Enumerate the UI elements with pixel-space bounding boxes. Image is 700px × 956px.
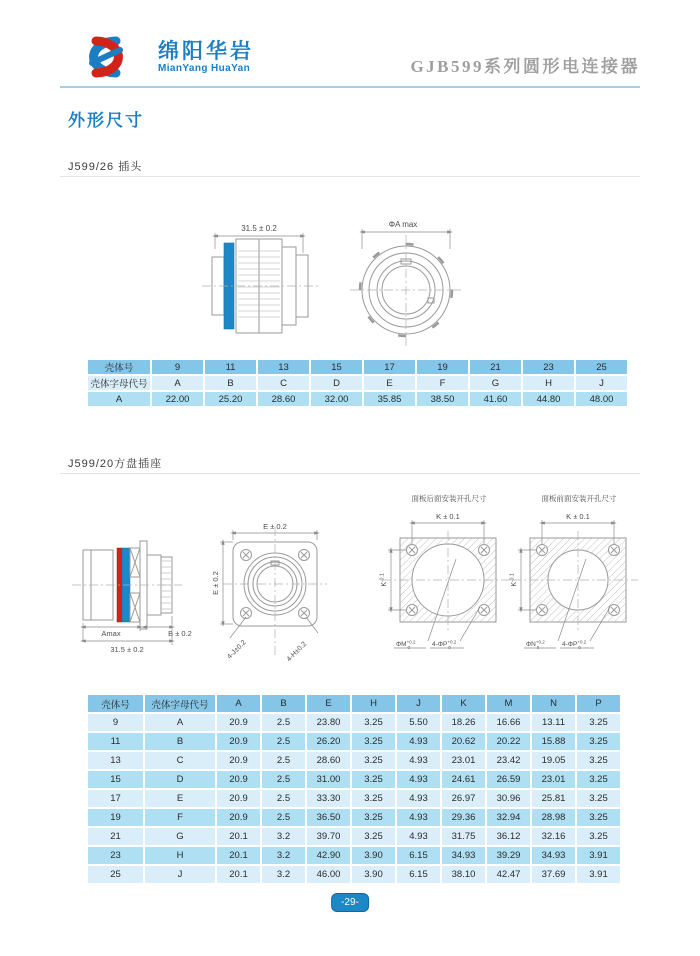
table-header-cell: 15 xyxy=(88,771,143,788)
table-cell: 3.25 xyxy=(577,828,620,845)
table-cell: 3.25 xyxy=(352,714,395,731)
table-cell: 13.11 xyxy=(532,714,575,731)
flange-e-top-dim-label: E ± 0.2 xyxy=(263,522,287,531)
table-cell: 23.01 xyxy=(442,752,485,769)
table-cell: 3.90 xyxy=(352,866,395,883)
table-cell: 4.93 xyxy=(397,790,440,807)
plug-front-view xyxy=(350,220,462,347)
table-cell: 6.15 xyxy=(397,866,440,883)
table-cell: 6.15 xyxy=(397,847,440,864)
header-divider xyxy=(60,86,640,88)
table-row xyxy=(88,771,620,788)
plug-subsection-divider xyxy=(60,176,640,177)
plug-diameter-dim-label: ΦA max xyxy=(388,220,418,229)
table-cell: 20.9 xyxy=(217,790,260,807)
table-cell: H xyxy=(523,376,574,390)
front-panel-cutout-view xyxy=(510,493,639,650)
table-header-cell: 壳体号 xyxy=(88,695,143,712)
table-cell: D xyxy=(311,376,362,390)
table-header-cell: M xyxy=(487,695,530,712)
table-cell: 19.05 xyxy=(532,752,575,769)
table-cell: 4.93 xyxy=(397,752,440,769)
table-cell: 20.62 xyxy=(442,733,485,750)
table-cell: 3.2 xyxy=(262,828,305,845)
table-cell: 3.91 xyxy=(577,847,620,864)
front-k-side-dim-label: $K^{-0.1}$ xyxy=(509,573,518,587)
table-cell: 4.93 xyxy=(397,733,440,750)
table-cell: 4.93 xyxy=(397,771,440,788)
table-row xyxy=(88,392,627,406)
table-cell: 2.5 xyxy=(262,733,305,750)
table-cell: G xyxy=(145,828,215,845)
plug-subsection-label: J599/26 插头 xyxy=(68,161,143,173)
front-p-dim-label: $4-\Phi P^{+0.2}$ 0 xyxy=(562,639,587,650)
table-cell: 41.60 xyxy=(470,392,521,406)
table-cell: 2.5 xyxy=(262,790,305,807)
logo-name-en: MianYang HuaYan xyxy=(158,63,251,75)
table-row xyxy=(88,376,627,390)
table-cell: 3.25 xyxy=(352,771,395,788)
table-cell: H xyxy=(145,847,215,864)
table-cell: J xyxy=(145,866,215,883)
table-cell: 30.96 xyxy=(487,790,530,807)
table-header-cell: 21 xyxy=(88,828,143,845)
table-cell: 44.80 xyxy=(523,392,574,406)
table-cell: 34.93 xyxy=(442,847,485,864)
table-cell: 48.00 xyxy=(576,392,627,406)
receptacle-side-view xyxy=(72,541,192,654)
table-cell: 23.01 xyxy=(532,771,575,788)
table-cell: 32.94 xyxy=(487,809,530,826)
table-cell: B xyxy=(145,733,215,750)
table-header-cell: 21 xyxy=(470,360,521,374)
table-cell: 3.25 xyxy=(352,752,395,769)
table-cell: 4.93 xyxy=(397,828,440,845)
rear-panel-cutout-view xyxy=(380,493,513,650)
table-header-cell: J xyxy=(397,695,440,712)
table-cell: 35.85 xyxy=(364,392,415,406)
rear-k-side-dim-label: $K^{-0.1}$ xyxy=(379,573,388,587)
table-cell: 3.25 xyxy=(352,733,395,750)
table-header-cell: 15 xyxy=(311,360,362,374)
table-cell: 20.1 xyxy=(217,828,260,845)
table-cell: 25.81 xyxy=(532,790,575,807)
table-header-cell: 壳体字母代号 xyxy=(145,695,215,712)
table-cell: 26.20 xyxy=(307,733,350,750)
table-row xyxy=(88,752,620,769)
table-header-cell: 壳体号 xyxy=(88,360,150,374)
plug-dimensions-table xyxy=(86,358,629,408)
table-cell: A xyxy=(152,376,203,390)
table-cell: 3.25 xyxy=(577,809,620,826)
table-cell: 38.50 xyxy=(417,392,468,406)
plug-side-view xyxy=(202,224,320,333)
table-cell: 23.42 xyxy=(487,752,530,769)
table-header-cell: 23 xyxy=(523,360,574,374)
table-cell: 4.93 xyxy=(397,809,440,826)
table-cell: 20.9 xyxy=(217,771,260,788)
table-cell: J xyxy=(576,376,627,390)
table-row xyxy=(88,847,620,864)
receptacle-outline-drawing xyxy=(60,483,640,678)
table-header-cell: 13 xyxy=(258,360,309,374)
table-cell: 42.90 xyxy=(307,847,350,864)
flange-e-side-dim-label: E ± 0.2 xyxy=(211,571,220,595)
table-row xyxy=(88,809,620,826)
company-logo xyxy=(62,34,254,80)
table-header-cell: 11 xyxy=(88,733,143,750)
plug-length-dim-label: 31.5 ± 0.2 xyxy=(241,224,277,233)
table-row xyxy=(88,790,620,807)
receptacle-amax-dim-label: Amax xyxy=(101,629,121,638)
table-header-cell: 25 xyxy=(88,866,143,883)
plug-outline-drawing xyxy=(180,205,540,355)
table-header-cell: 19 xyxy=(417,360,468,374)
flange-holes-h-dim-label: 4-H±0.2 xyxy=(285,640,309,664)
table-header-cell: 23 xyxy=(88,847,143,864)
receptacle-subsection-label: J599/20方盘插座 xyxy=(68,458,163,470)
table-cell: 3.25 xyxy=(577,752,620,769)
table-row xyxy=(88,695,620,712)
table-cell: 3.25 xyxy=(577,771,620,788)
table-cell: 3.25 xyxy=(577,790,620,807)
table-cell: 34.93 xyxy=(532,847,575,864)
table-cell: 36.50 xyxy=(307,809,350,826)
table-cell: 3.25 xyxy=(352,790,395,807)
table-row xyxy=(88,714,620,731)
table-header-cell: K xyxy=(442,695,485,712)
table-cell: 28.98 xyxy=(532,809,575,826)
receptacle-dimensions-table xyxy=(86,693,622,885)
table-cell: 5.50 xyxy=(397,714,440,731)
table-row xyxy=(88,866,620,883)
table-cell: 2.5 xyxy=(262,809,305,826)
table-cell: 26.97 xyxy=(442,790,485,807)
table-cell: E xyxy=(364,376,415,390)
table-cell: F xyxy=(145,809,215,826)
table-cell: 20.1 xyxy=(217,847,260,864)
table-cell: 46.00 xyxy=(307,866,350,883)
table-cell: C xyxy=(258,376,309,390)
table-cell: 38.10 xyxy=(442,866,485,883)
table-cell: 37.69 xyxy=(532,866,575,883)
table-cell: 20.9 xyxy=(217,809,260,826)
table-cell: 23.80 xyxy=(307,714,350,731)
table-header-cell: A xyxy=(217,695,260,712)
rear-m-dim-label: $\Phi M^{+0.2}$ 0 xyxy=(396,639,416,650)
receptacle-flange-view xyxy=(211,522,327,663)
table-cell: 31.75 xyxy=(442,828,485,845)
table-row xyxy=(88,360,627,374)
table-cell: 42.47 xyxy=(487,866,530,883)
table-cell: 32.16 xyxy=(532,828,575,845)
table-header-cell: 19 xyxy=(88,809,143,826)
table-header-cell: P xyxy=(577,695,620,712)
table-cell: 20.22 xyxy=(487,733,530,750)
table-header-cell: 9 xyxy=(88,714,143,731)
table-header-cell: E xyxy=(307,695,350,712)
table-cell: 16.66 xyxy=(487,714,530,731)
table-cell: 2.5 xyxy=(262,771,305,788)
table-cell: 20.9 xyxy=(217,714,260,731)
table-cell: 18.26 xyxy=(442,714,485,731)
table-cell: D xyxy=(145,771,215,788)
table-header-cell: 11 xyxy=(205,360,256,374)
table-header-cell: 17 xyxy=(364,360,415,374)
table-cell: 20.9 xyxy=(217,752,260,769)
table-cell: 15.88 xyxy=(532,733,575,750)
table-cell: B xyxy=(205,376,256,390)
table-row xyxy=(88,828,620,845)
table-cell: 39.29 xyxy=(487,847,530,864)
table-cell: F xyxy=(417,376,468,390)
table-header-cell: 17 xyxy=(88,790,143,807)
front-panel-cutout-title: 面板前面安装开孔尺寸 xyxy=(541,494,617,503)
receptacle-b-dim-label: B ± 0.2 xyxy=(168,629,192,638)
table-cell: E xyxy=(145,790,215,807)
table-header-cell: A xyxy=(88,392,150,406)
front-n-dim-label: $\Phi N^{+0.2}$ 0 xyxy=(526,639,545,650)
table-cell: 3.25 xyxy=(577,714,620,731)
front-k-top-dim-label: K ± 0.1 xyxy=(566,512,590,521)
table-cell: A xyxy=(145,714,215,731)
rear-p-dim-label: $4-\Phi P^{+0.2}$ 0 xyxy=(432,639,457,650)
table-cell: 22.00 xyxy=(152,392,203,406)
table-cell: 20.9 xyxy=(217,733,260,750)
huayan-logo-icon xyxy=(62,34,150,80)
table-header-cell: 13 xyxy=(88,752,143,769)
table-cell: 29.36 xyxy=(442,809,485,826)
table-cell: 3.2 xyxy=(262,866,305,883)
table-cell: 33.30 xyxy=(307,790,350,807)
table-cell: 36.12 xyxy=(487,828,530,845)
table-cell: 3.90 xyxy=(352,847,395,864)
table-cell: 2.5 xyxy=(262,752,305,769)
page-number-badge: -29- xyxy=(331,893,369,912)
table-cell: 28.60 xyxy=(307,752,350,769)
receptacle-length-dim-label: 31.5 ± 0.2 xyxy=(110,645,144,654)
table-cell: 32.00 xyxy=(311,392,362,406)
table-cell: 28.60 xyxy=(258,392,309,406)
document-title: GJB599系列圆形电连接器 xyxy=(410,57,640,76)
logo-name-cn: 绵阳华岩 xyxy=(158,39,254,63)
table-cell: 3.25 xyxy=(352,809,395,826)
table-cell: G xyxy=(470,376,521,390)
logo-text xyxy=(158,40,254,74)
table-cell: C xyxy=(145,752,215,769)
table-header-cell: N xyxy=(532,695,575,712)
table-cell: 20.1 xyxy=(217,866,260,883)
table-header-cell: 25 xyxy=(576,360,627,374)
table-cell: 3.2 xyxy=(262,847,305,864)
table-header-cell: 9 xyxy=(152,360,203,374)
rear-panel-cutout-title: 面板后面安装开孔尺寸 xyxy=(411,494,487,503)
table-cell: 3.25 xyxy=(352,828,395,845)
rear-k-top-dim-label: K ± 0.1 xyxy=(436,512,460,521)
table-cell: 31.00 xyxy=(307,771,350,788)
table-header-cell: H xyxy=(352,695,395,712)
receptacle-subsection-divider xyxy=(60,473,640,474)
table-header-cell: 壳体字母代号 xyxy=(88,376,150,390)
table-cell: 2.5 xyxy=(262,714,305,731)
flange-holes-j-dim-label: 4-J±0.2 xyxy=(226,639,248,661)
table-cell: 25.20 xyxy=(205,392,256,406)
table-cell: 24.61 xyxy=(442,771,485,788)
table-header-cell: B xyxy=(262,695,305,712)
table-cell: 26.59 xyxy=(487,771,530,788)
section-title: 外形尺寸 xyxy=(68,111,144,130)
table-cell: 3.91 xyxy=(577,866,620,883)
table-cell: 3.25 xyxy=(577,733,620,750)
table-row xyxy=(88,733,620,750)
table-cell: 39.70 xyxy=(307,828,350,845)
